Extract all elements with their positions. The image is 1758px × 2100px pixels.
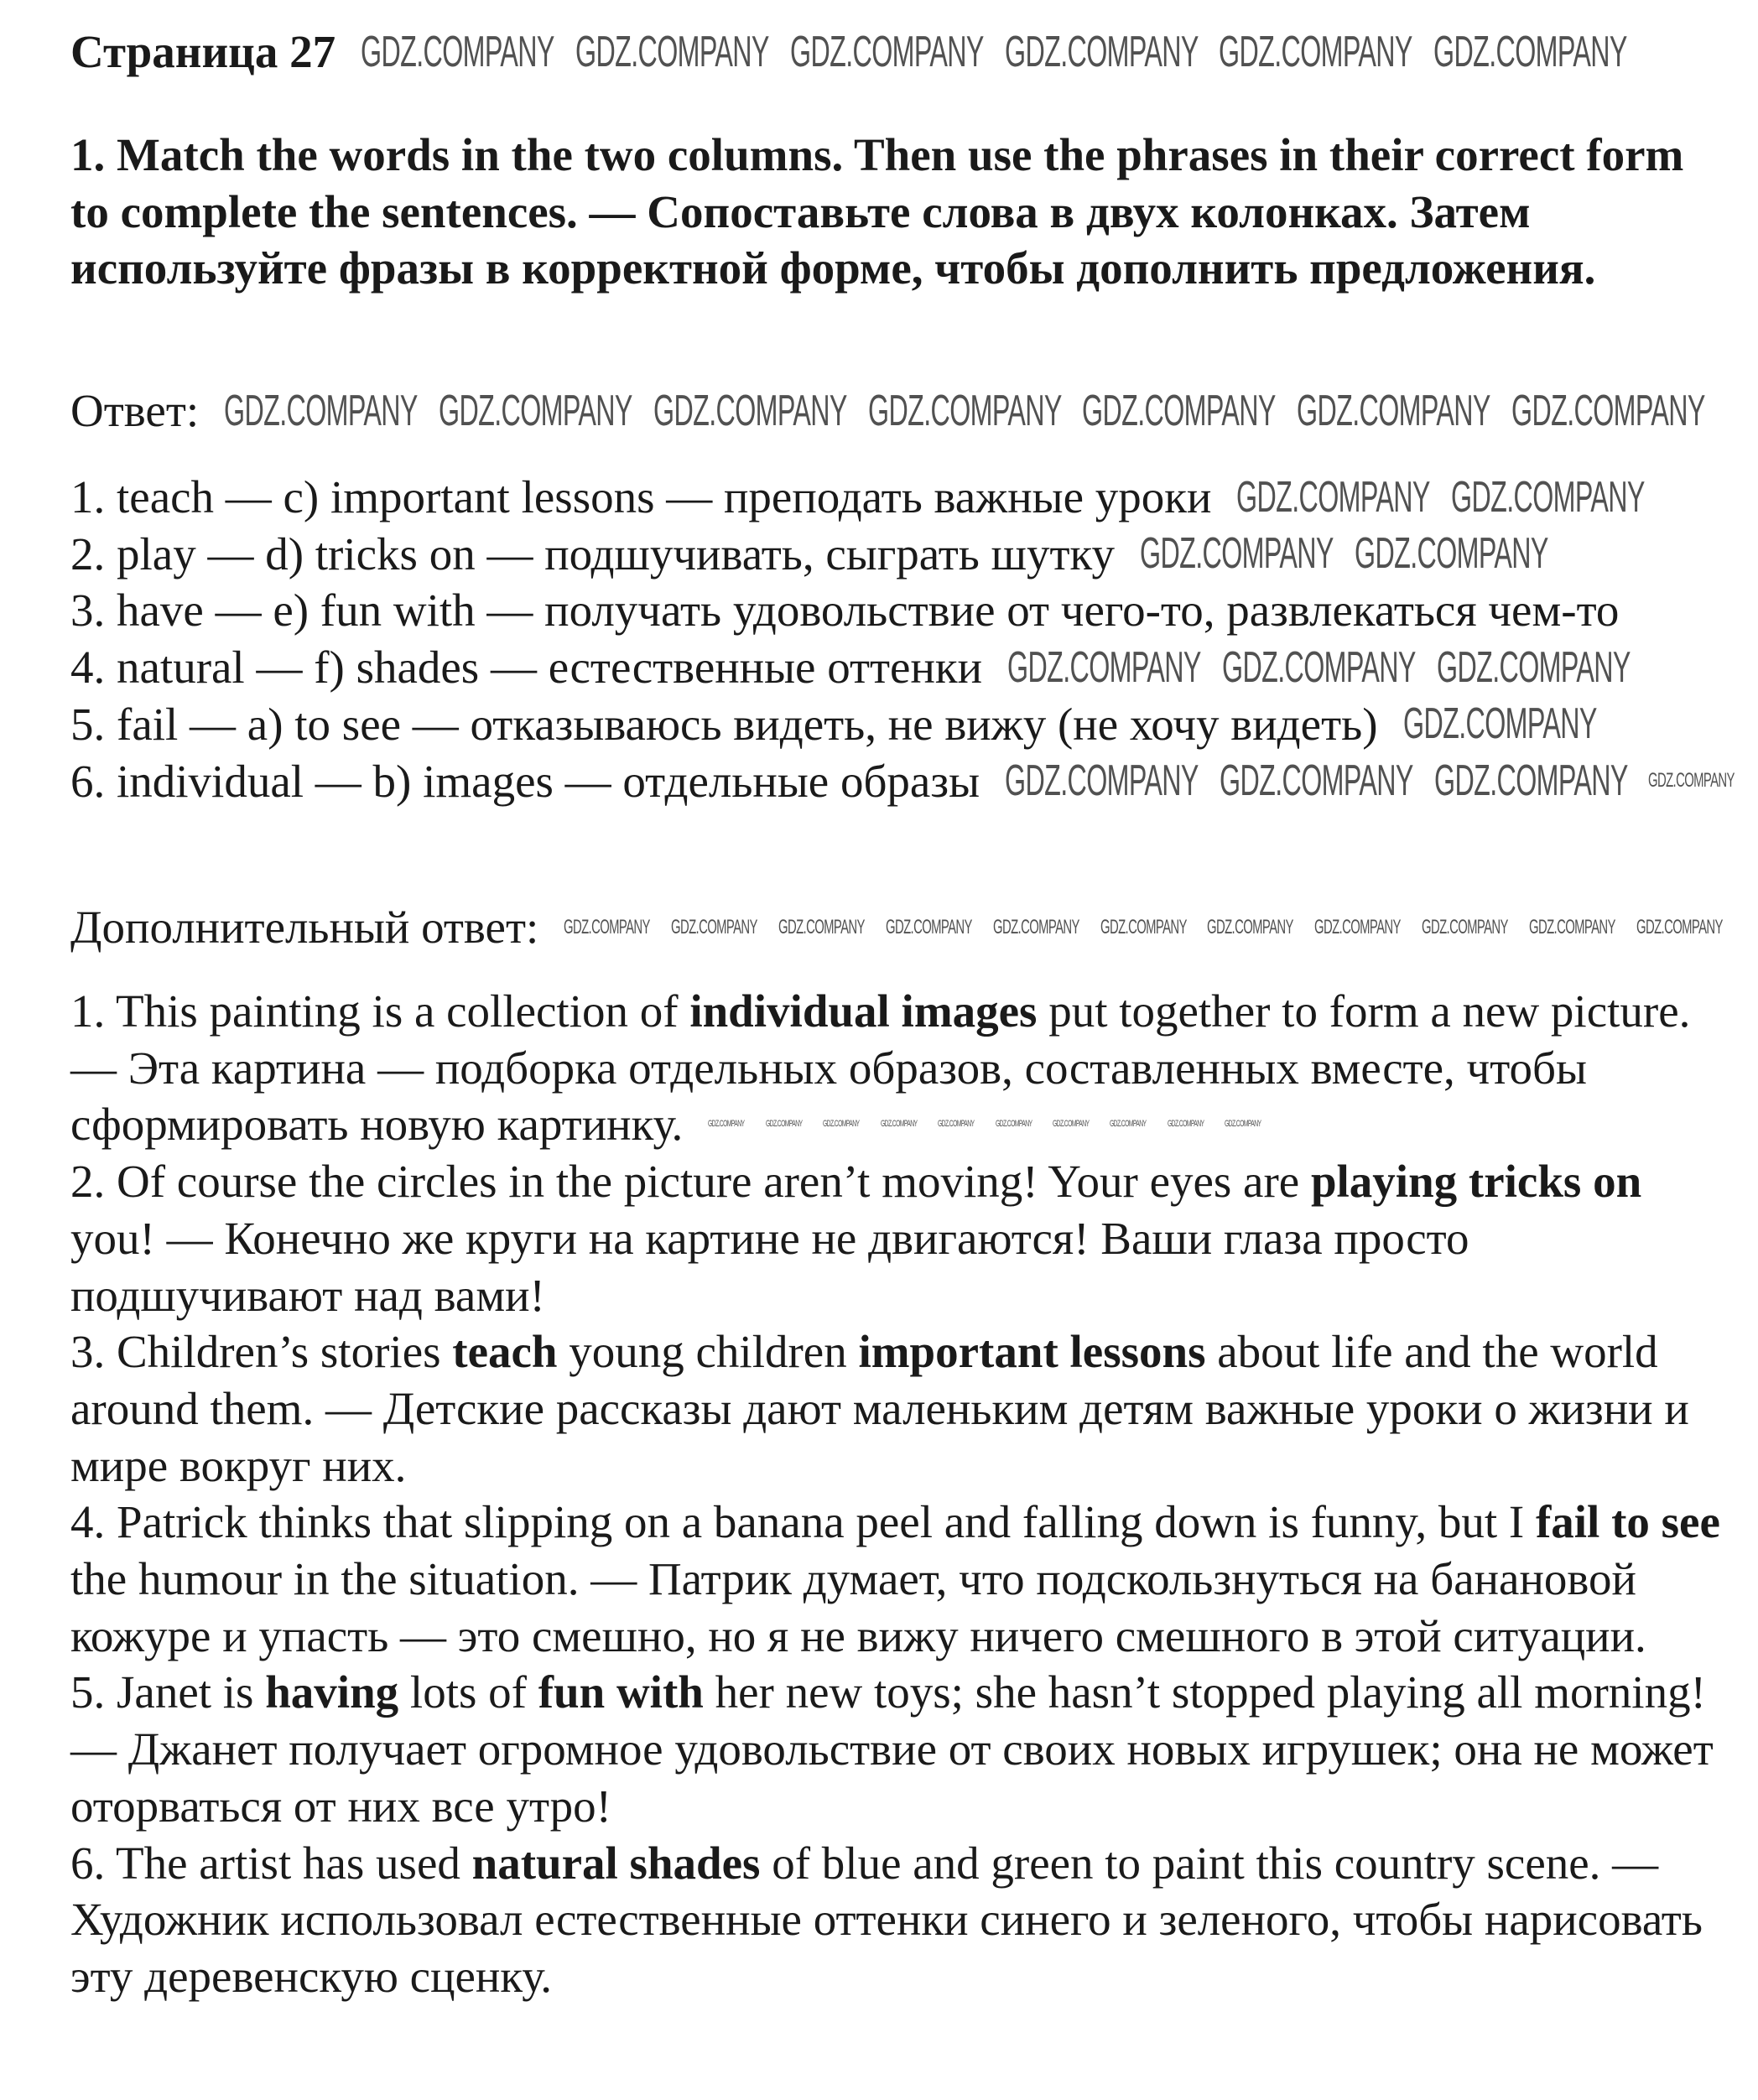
watermark-text: GDZ.COMPANY	[1100, 915, 1187, 938]
watermark-text: GDZ.COMPANY	[992, 915, 1079, 938]
answer-item: 1. teach — c) important lessons — преподать важные уроки	[70, 471, 1212, 522]
watermark-text: GDZ.COMPANY	[1402, 699, 1597, 749]
watermark-text: GDZ.COMPANY	[1207, 915, 1294, 938]
watermark-text: GDZ.COMPANY	[867, 386, 1062, 435]
watermark-text: GDZ.COMPANY	[1451, 472, 1646, 522]
additional-answer-label: Дополнительный ответ:	[70, 902, 539, 953]
watermark-text: GDZ.COMPANY	[938, 1119, 975, 1130]
watermark-text: GDZ.COMPANY	[1529, 915, 1615, 938]
sentence-text: of blue and green to paint this country scene. — Художник использовал естественные оттенки синего и зеленого, чтобы нарисовать эту деревенскую сценку.	[70, 1837, 1703, 2002]
example-sentence	[70, 1664, 1723, 1834]
page-title: Страница 27	[70, 26, 336, 77]
watermark-text: GDZ.COMPANY	[564, 915, 651, 938]
sentence-text: the humour in the situation. — Патрик думает, что подскользнуться на банановой кожуре и упасть — это смешно, но я не вижу ничего смешного в этой ситуации.	[70, 1553, 1646, 1661]
watermark-text: GDZ.COMPANY	[1052, 1119, 1090, 1130]
example-sentence	[70, 1153, 1723, 1323]
highlighted-phrase: important lessons	[858, 1326, 1206, 1378]
watermark-text: GDZ.COMPANY	[1007, 642, 1201, 692]
watermark-text: GDZ.COMPANY	[361, 27, 554, 76]
highlighted-phrase: fail to see	[1535, 1496, 1720, 1548]
watermark-text: GDZ.COMPANY	[1433, 756, 1628, 806]
watermark-text: GDZ.COMPANY	[1219, 756, 1413, 806]
watermark-text: GDZ.COMPANY	[1110, 1119, 1147, 1130]
sentence-text: 4. Patrick thinks that slipping on a banana peel and falling down is funny, but I	[70, 1496, 1536, 1548]
watermark-text: GDZ.COMPANY	[575, 27, 769, 76]
highlighted-phrase: having	[265, 1666, 399, 1718]
example-sentences	[70, 983, 1723, 2005]
watermark-text: GDZ.COMPANY	[438, 386, 632, 435]
watermark-text: GDZ.COMPANY	[1433, 27, 1627, 76]
watermark-text: GDZ.COMPANY	[224, 386, 418, 435]
watermark-text: GDZ.COMPANY	[1082, 386, 1277, 435]
watermark-text: GDZ.COMPANY	[1354, 529, 1548, 579]
watermark-text: GDZ.COMPANY	[1225, 1119, 1261, 1130]
example-sentence	[70, 1323, 1723, 1494]
answer-item: 6. individual — b) images — отдельные образы	[70, 755, 980, 807]
highlighted-phrase: teach	[452, 1326, 558, 1378]
example-sentence	[70, 1494, 1723, 1664]
highlighted-phrase: natural shades	[471, 1837, 761, 1889]
sentence-text: 5. Janet is	[70, 1666, 266, 1718]
task-heading: 1. Match the words in the two columns. Then use the phrases in their correct form to complete the sentences. — Сопоставьте слова в двух колонках. Затем используйте фразы в корректной форме, чтобы дополнить предложения.	[70, 129, 1684, 294]
watermark-text: GDZ.COMPANY	[1139, 529, 1334, 579]
sentence-text: about life and the world around them. — Детские рассказы дают маленьким детям важные уроки о жизни и мире вокруг них.	[70, 1326, 1689, 1491]
sentence-text: 2. Of course the circles in the picture aren’t moving! Your eyes are	[70, 1156, 1311, 1208]
sentence-text: young children	[557, 1326, 859, 1378]
watermark-text: GDZ.COMPANY	[823, 1119, 860, 1130]
sentence-text: her new toys; she hasn’t stopped playing all morning! — Джанет получает огромное удовольствие от своих новых игрушек; она не может оторваться от них все утро!	[70, 1666, 1714, 1832]
highlighted-phrase: playing tricks on	[1310, 1156, 1642, 1208]
watermark-text: GDZ.COMPANY	[995, 1119, 1032, 1130]
watermark-text: GDZ.COMPANY	[1005, 756, 1199, 806]
watermark-text: GDZ.COMPANY	[653, 386, 847, 435]
watermark-text: GDZ.COMPANY	[765, 1119, 803, 1130]
watermark-text: GDZ.COMPANY	[1236, 472, 1431, 522]
watermark-text: GDZ.COMPANY	[671, 915, 758, 938]
sentence-text: put together to form a new picture. — Эта картина — подборка отдельных образов, составленных вместе, чтобы сформировать новую картинку.	[70, 985, 1691, 1151]
sentence-text: 6. The artist has used	[70, 1837, 472, 1889]
answer-item: 3. have — e) fun with — получать удовольствие от чего-то, развлекаться чем-то	[70, 585, 1620, 637]
watermark-text: GDZ.COMPANY	[1221, 642, 1416, 692]
answer-item: 2. play — d) tricks on — подшучивать, сыграть шутку	[70, 528, 1115, 580]
watermark-text: GDZ.COMPANY	[1004, 27, 1199, 76]
watermark-text: GDZ.COMPANY	[789, 27, 984, 76]
watermark-text: GDZ.COMPANY	[1219, 27, 1413, 76]
watermark-text: GDZ.COMPANY	[1422, 915, 1509, 938]
watermark-text: GDZ.COMPANY	[708, 1119, 745, 1130]
watermark-text: GDZ.COMPANY	[1511, 386, 1705, 435]
watermark-text: GDZ.COMPANY	[1648, 769, 1735, 793]
sentence-text: lots of	[398, 1666, 538, 1718]
example-sentence	[70, 1835, 1723, 2005]
sentence-text: you! — Конечно же круги на картине не двигаются! Ваши глаза просто подшучивают над вами!	[70, 1212, 1469, 1321]
answer-label: Ответ:	[70, 385, 200, 436]
watermark-text: GDZ.COMPANY	[778, 915, 865, 938]
watermark-text: GDZ.COMPANY	[880, 1119, 918, 1130]
watermark-text: GDZ.COMPANY	[885, 915, 972, 938]
watermark-text: GDZ.COMPANY	[1167, 1119, 1204, 1130]
watermark-text: GDZ.COMPANY	[1314, 915, 1402, 938]
sentence-text: 3. Children’s stories	[70, 1326, 453, 1378]
sentence-text: 1. This painting is a collection of	[70, 985, 690, 1037]
highlighted-phrase: individual images	[689, 985, 1038, 1037]
watermark-text: GDZ.COMPANY	[1436, 642, 1631, 692]
answer-item: 5. fail — a) to see — отказываюсь видеть, не вижу (не хочу видеть)	[70, 698, 1378, 750]
highlighted-phrase: fun with	[538, 1666, 704, 1718]
watermark-text: GDZ.COMPANY	[1636, 915, 1723, 938]
answer-item: 4. natural — f) shades — естественные оттенки	[70, 642, 983, 694]
watermark-text: GDZ.COMPANY	[1297, 386, 1491, 435]
